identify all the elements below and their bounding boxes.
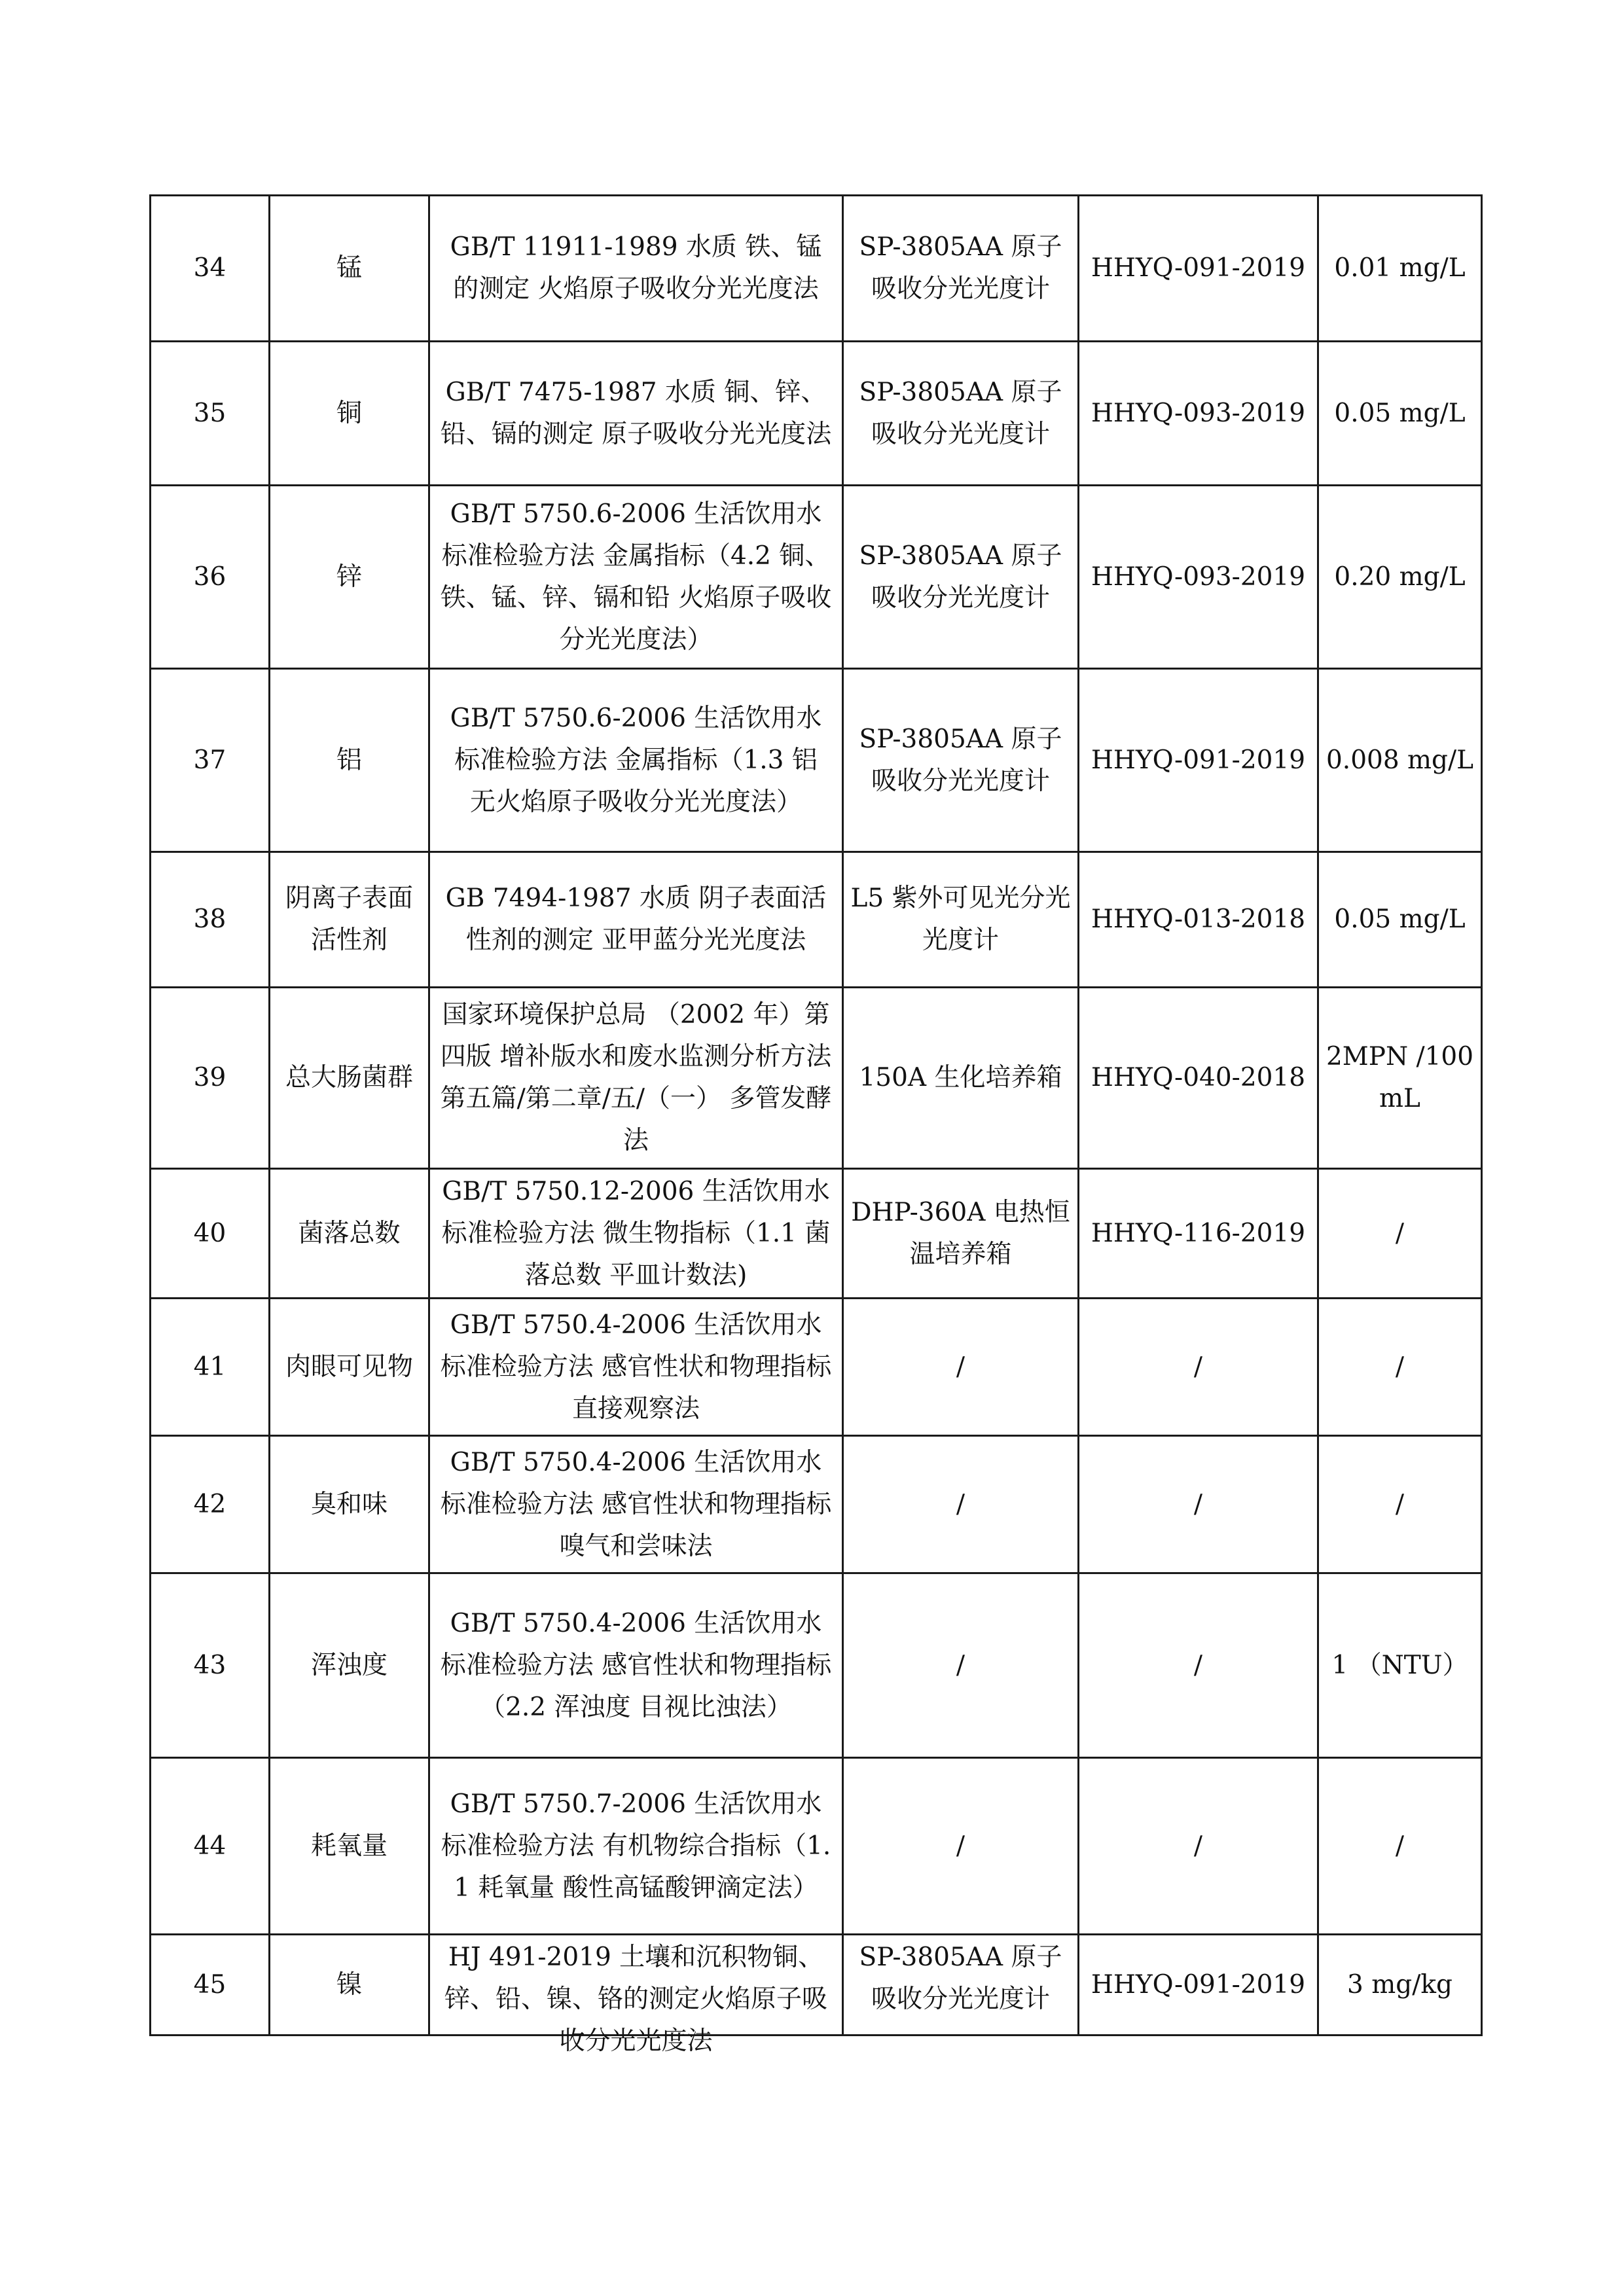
detection-methods-table — [149, 194, 1483, 2056]
test-method: GB/T 5750.4-2006 生活饮用水标准检验方法 感官性状和物理指标 嗅气和尝味法 — [429, 1436, 843, 1573]
instrument-code: HHYQ-040-2018 — [1079, 988, 1318, 1169]
table-row — [151, 1299, 1482, 1436]
instrument: / — [843, 1758, 1079, 1935]
row-number: 36 — [151, 486, 270, 669]
table-row — [151, 669, 1482, 852]
detection-limit: / — [1318, 1299, 1482, 1436]
row-number: 40 — [151, 1169, 270, 1299]
test-method: GB/T 7475-1987 水质 铜、锌、铅、镉的测定 原子吸收分光光度法 — [429, 342, 843, 486]
instrument-code: HHYQ-091-2019 — [1079, 669, 1318, 852]
instrument: SP-3805AA 原子吸收分光光度计 — [843, 486, 1079, 669]
instrument-code: HHYQ-116-2019 — [1079, 1169, 1318, 1299]
test-item: 阴离子表面活性剂 — [270, 852, 429, 988]
detection-limit: 3 mg/kg — [1318, 1935, 1482, 2036]
test-item: 臭和味 — [270, 1436, 429, 1573]
table-row — [151, 1758, 1482, 1935]
test-item: 肉眼可见物 — [270, 1299, 429, 1436]
instrument-code: / — [1079, 1758, 1318, 1935]
test-method: GB/T 5750.4-2006 生活饮用水标准检验方法 感官性状和物理指标（2.2 浑浊度 目视比浊法） — [429, 1573, 843, 1758]
row-number: 43 — [151, 1573, 270, 1758]
table-row — [151, 486, 1482, 669]
instrument: DHP-360A 电热恒温培养箱 — [843, 1169, 1079, 1299]
test-method: GB 7494-1987 水质 阴子表面活性剂的测定 亚甲蓝分光光度法 — [429, 852, 843, 988]
instrument: SP-3805AA 原子吸收分光光度计 — [843, 669, 1079, 852]
table-row — [151, 1169, 1482, 1299]
test-item: 镍 — [270, 1935, 429, 2036]
row-number: 37 — [151, 669, 270, 852]
row-number: 45 — [151, 1935, 270, 2036]
test-method: GB/T 11911-1989 水质 铁、锰的测定 火焰原子吸收分光光度法 — [429, 196, 843, 342]
instrument-code: HHYQ-013-2018 — [1079, 852, 1318, 988]
test-method-text: HJ 491-2019 土壤和沉积物铜、锌、铅、镍、铬的测定火焰原子吸收分光光度法 — [444, 1942, 827, 2056]
test-method: GB/T 5750.4-2006 生活饮用水标准检验方法 感官性状和物理指标 直接观察法 — [429, 1299, 843, 1436]
instrument: 150A 生化培养箱 — [843, 988, 1079, 1169]
row-number: 42 — [151, 1436, 270, 1573]
table-row — [151, 196, 1482, 342]
row-number: 41 — [151, 1299, 270, 1436]
test-item: 菌落总数 — [270, 1169, 429, 1299]
test-item: 耗氧量 — [270, 1758, 429, 1935]
instrument — [843, 1935, 1079, 2036]
instrument: / — [843, 1436, 1079, 1573]
test-item: 浑浊度 — [270, 1573, 429, 1758]
row-number: 35 — [151, 342, 270, 486]
detection-limit: 0.008 mg/L — [1318, 669, 1482, 852]
instrument-code: HHYQ-093-2019 — [1079, 486, 1318, 669]
instrument: L5 紫外可见光分光光度计 — [843, 852, 1079, 988]
test-item: 总大肠菌群 — [270, 988, 429, 1169]
test-method: 国家环境保护总局 （2002 年）第四版 增补版水和废水监测分析方法 第五篇/第二章/五/（一） 多管发酵法 — [429, 988, 843, 1169]
test-method — [429, 1935, 843, 2056]
detection-limit: / — [1318, 1169, 1482, 1299]
detection-limit: 0.01 mg/L — [1318, 196, 1482, 342]
instrument: SP-3805AA 原子吸收分光光度计 — [843, 196, 1079, 342]
row-number: 44 — [151, 1758, 270, 1935]
test-method: GB/T 5750.7-2006 生活饮用水标准检验方法 有机物综合指标（1.1 耗氧量 酸性高锰酸钾滴定法） — [429, 1758, 843, 1935]
table-row — [151, 1436, 1482, 1573]
detection-limit: 2MPN /100mL — [1318, 988, 1482, 1169]
test-item: 锌 — [270, 486, 429, 669]
test-method: GB/T 5750.6-2006 生活饮用水标准检验方法 金属指标（1.3 铝 无火焰原子吸收分光光度法） — [429, 669, 843, 852]
row-number: 38 — [151, 852, 270, 988]
instrument: SP-3805AA 原子吸收分光光度计 — [843, 342, 1079, 486]
table-row — [151, 1935, 1482, 2036]
instrument-code: HHYQ-091-2019 — [1079, 196, 1318, 342]
test-item: 铝 — [270, 669, 429, 852]
instrument-code: / — [1079, 1299, 1318, 1436]
instrument-code: HHYQ-091-2019 — [1079, 1935, 1318, 2036]
table-row — [151, 988, 1482, 1169]
row-number: 39 — [151, 988, 270, 1169]
row-number: 34 — [151, 196, 270, 342]
test-item: 铜 — [270, 342, 429, 486]
instrument-code: HHYQ-093-2019 — [1079, 342, 1318, 486]
detection-limit: / — [1318, 1436, 1482, 1573]
instrument-code: / — [1079, 1573, 1318, 1758]
instrument: / — [843, 1573, 1079, 1758]
detection-limit: 0.20 mg/L — [1318, 486, 1482, 669]
detection-limit: / — [1318, 1758, 1482, 1935]
detection-limit: 0.05 mg/L — [1318, 852, 1482, 988]
test-method: GB/T 5750.6-2006 生活饮用水标准检验方法 金属指标（4.2 铜、铁、锰、锌、镉和铅 火焰原子吸收分光光度法） — [429, 486, 843, 669]
test-item: 锰 — [270, 196, 429, 342]
table-row — [151, 1573, 1482, 1758]
test-method: GB/T 5750.12-2006 生活饮用水标准检验方法 微生物指标（1.1 菌落总数 平皿计数法) — [429, 1169, 843, 1299]
instrument-text: SP-3805AA 原子吸收分光光度计 — [859, 1942, 1062, 2014]
detection-limit: 0.05 mg/L — [1318, 342, 1482, 486]
table-row — [151, 342, 1482, 486]
instrument: / — [843, 1299, 1079, 1436]
table-row — [151, 852, 1482, 988]
instrument-code: / — [1079, 1436, 1318, 1573]
detection-limit: 1 （NTU） — [1318, 1573, 1482, 1758]
